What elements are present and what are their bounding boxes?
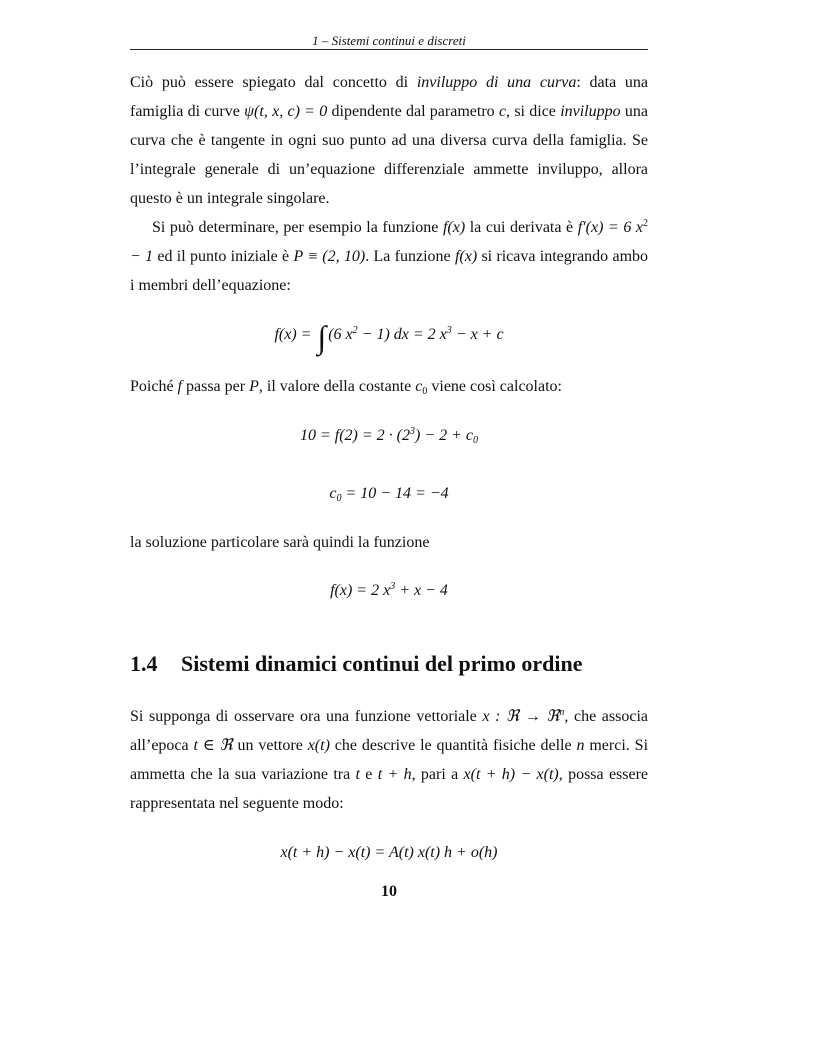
inline-math: x : ℜ → ℜ bbox=[482, 708, 560, 725]
text: viene così calcolato: bbox=[427, 378, 562, 395]
inline-math: x(t) bbox=[307, 737, 330, 754]
text: la cui derivata è bbox=[465, 219, 578, 236]
equation-c0 bbox=[130, 485, 648, 503]
section-number: 1.4 bbox=[130, 651, 158, 676]
eq-part: − 1) dx = 2 x bbox=[357, 326, 447, 343]
text: la soluzione particolare sarà quindi la funzione bbox=[130, 534, 430, 551]
integral-sign: ∫ bbox=[317, 319, 327, 355]
inline-math: t bbox=[355, 766, 360, 783]
eq-part: ) − 2 + c bbox=[415, 427, 474, 444]
text: una curva che è tangente in ogni suo punto ad una diversa curva della famiglia. Se l’integrale generale di un’equazione differenziale ammette inviluppo, allora questo è un integrale singolare. bbox=[130, 103, 648, 207]
text: e bbox=[359, 766, 378, 783]
inline-math: c bbox=[415, 378, 423, 395]
inline-math: c bbox=[498, 103, 507, 120]
header-rule bbox=[130, 49, 648, 50]
subscript: 0 bbox=[473, 435, 479, 446]
eq-part: (6 x bbox=[328, 326, 353, 343]
exponent: 3 bbox=[410, 426, 415, 437]
inline-math: n bbox=[576, 737, 585, 754]
text: Si può determinare, per esempio la funzione bbox=[152, 219, 443, 236]
equation-f2 bbox=[130, 427, 648, 445]
text: si ricava integrando ambo i membri dell’equazione: bbox=[130, 248, 649, 294]
text: , il valore della costante bbox=[258, 378, 416, 395]
section-heading bbox=[130, 651, 583, 677]
inline-math: P bbox=[249, 378, 259, 395]
text: Si supponga di osservare ora una funzione vettoriale bbox=[130, 708, 483, 725]
text: un vettore bbox=[232, 737, 308, 754]
equation-variation bbox=[130, 844, 648, 862]
running-header: 1 – Sistemi continui e discreti bbox=[312, 33, 466, 48]
inline-math: f(x) bbox=[442, 219, 466, 236]
paragraph-envelope bbox=[130, 68, 648, 213]
text: , si dice bbox=[506, 103, 561, 120]
eq-part: = 10 − 14 = −4 bbox=[341, 485, 449, 502]
inline-math: − 1 bbox=[130, 248, 154, 265]
text: . La funzione bbox=[365, 248, 455, 265]
paragraph-example: Si può determinare, per esempio la funzione f(x) la cui derivata è f′(x) = 6 $x^2 - 1$ ed il punto iniziale è P ≡ (2, 10). La funzione f(x) si ricava integrando ambo i membri dell’equazione: bbox=[130, 218, 649, 294]
text: : data una famiglia di curve bbox=[130, 74, 648, 120]
text: Poiché bbox=[130, 378, 178, 395]
eq-part: + x − 4 bbox=[395, 582, 448, 599]
text: passa per bbox=[182, 378, 250, 395]
eq-part: c bbox=[329, 485, 337, 502]
eq-part: − x + c bbox=[451, 326, 504, 343]
inline-math: f′(x) = bbox=[577, 219, 624, 236]
eq-part: x(t + h) − x(t) = A(t) x(t) h + o(h) bbox=[280, 844, 498, 861]
inline-math: ψ(t, x, c) = 0 bbox=[244, 103, 328, 120]
equation-solution bbox=[130, 582, 648, 600]
text: , pari a bbox=[411, 766, 464, 783]
exponent: n bbox=[559, 707, 565, 718]
page-number: 10 bbox=[381, 883, 397, 900]
eq-part: 10 = f(2) = 2 · (2 bbox=[299, 427, 410, 444]
emphasis: inviluppo di una curva bbox=[416, 74, 577, 91]
inline-math: t + h bbox=[377, 766, 412, 783]
inline-math: P ≡ (2, 10) bbox=[293, 248, 366, 265]
inline-math: 6 x bbox=[623, 219, 644, 236]
exponent: 2 bbox=[352, 325, 358, 336]
eq-part: f(x) = bbox=[274, 326, 316, 343]
text: , possa essere rappresentata nel seguente modo: bbox=[130, 766, 649, 812]
inline-math: f bbox=[177, 378, 182, 395]
paragraph-vector-function bbox=[130, 702, 648, 818]
inline-math: x(t + h) − x(t) bbox=[463, 766, 559, 783]
text: Ciò può essere spiegato dal concetto di bbox=[130, 74, 417, 91]
text: ed il punto iniziale è bbox=[153, 248, 294, 265]
text: merci. Si ammetta che la sua variazione tra bbox=[130, 737, 649, 783]
equation-integral bbox=[130, 319, 648, 355]
paragraph-constant bbox=[130, 372, 648, 401]
exponent: 3 bbox=[446, 325, 452, 336]
text: , che associa all’epoca bbox=[130, 708, 649, 754]
inline-math: f(x) bbox=[454, 248, 478, 265]
paragraph-solution bbox=[130, 528, 648, 557]
section-title: Sistemi dinamici continui del primo ordine bbox=[181, 651, 583, 676]
eq-part: f(x) = 2 x bbox=[330, 582, 391, 599]
subscript: 0 bbox=[336, 493, 342, 504]
exponent: 3 bbox=[390, 581, 396, 592]
emphasis: inviluppo bbox=[560, 103, 621, 120]
inline-math: t ∈ ℜ bbox=[193, 737, 233, 754]
text: dipendente dal parametro bbox=[327, 103, 499, 120]
subscript: 0 bbox=[422, 386, 428, 397]
text: che descrive le quantità fisiche delle bbox=[329, 737, 577, 754]
